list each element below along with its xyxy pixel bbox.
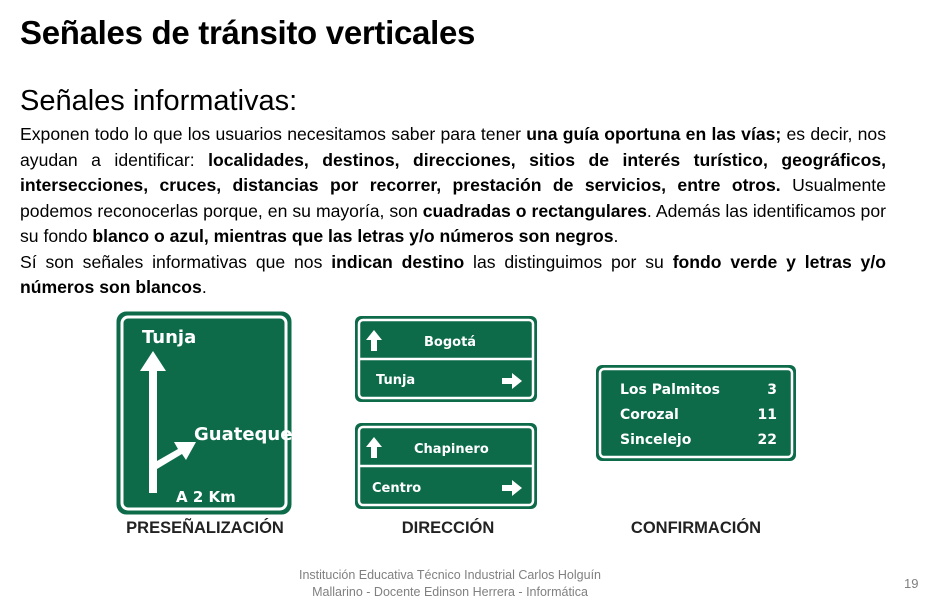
direccion-sign-2 — [354, 422, 538, 510]
paragraph1-run: una guía oportuna en las vías; — [526, 124, 782, 144]
body-text — [20, 122, 886, 301]
presenalizacion-distance: A 2 Km — [176, 488, 236, 506]
direccion-sign-1-top: Bogotá — [424, 335, 477, 350]
confirmacion-place-3: Sincelejo — [620, 432, 692, 448]
presenalizacion-top-destination: Tunja — [142, 327, 197, 348]
paragraph2-run: fondo verde y letras y/o números son blancos — [20, 251, 886, 297]
paragraph1-run: . Además las identificamos por su fondo — [20, 200, 886, 246]
footer-line-2: Mallarino - Docente Edinson Herrera - Informática — [312, 585, 588, 599]
footer — [270, 567, 630, 601]
presenalizacion-sign — [116, 311, 292, 515]
confirmacion-km-1: 3 — [767, 382, 777, 398]
confirmacion-sign — [595, 364, 797, 462]
confirmacion-place-2: Corozal — [620, 407, 679, 423]
confirmacion-km-2: 11 — [757, 407, 777, 423]
paragraph-1 — [20, 122, 886, 250]
paragraph-2 — [20, 250, 886, 301]
slide-subtitle: Señales informativas: — [20, 85, 298, 117]
confirmacion-label: CONFIRMACIÓN — [630, 519, 762, 537]
direccion-sign-2-bottom: Centro — [372, 481, 422, 496]
confirmacion-place-1: Los Palmitos — [620, 382, 720, 398]
slide-title: Señales de tránsito verticales — [20, 14, 476, 51]
paragraph2-run: Sí son señales informativas que nos — [20, 251, 332, 272]
paragraph2-run: las distinguimos por su — [464, 251, 673, 272]
paragraph1-run: Exponen todo lo que los usuarios necesitamos saber para tener — [20, 124, 527, 144]
footer-line-1: Institución Educativa Técnico Industrial Carlos Holguín — [298, 568, 601, 582]
confirmacion-km-3: 22 — [757, 432, 777, 448]
paragraph1-run: es decir, nos ayudan a identificar: — [20, 124, 886, 170]
paragraph1-run: Usualmente podemos reconocerlas porque, en su mayoría, son — [20, 175, 886, 221]
paragraph1-run: . — [613, 226, 619, 246]
paragraph2-run: indican destino — [331, 251, 465, 272]
paragraph1-run: blanco o azul, mientras que las letras y/o números son negros — [92, 226, 614, 246]
presenalizacion-label: PRESEÑALIZACIÓN — [126, 519, 284, 537]
paragraph1-run: localidades, destinos, direcciones, sitios de interés turístico, geográficos, intersecciones, cruces, distancias por recorrer, prestación de servicios, entre otros. — [20, 149, 887, 195]
page-number: 19 — [904, 576, 919, 591]
direccion-sign-2-top: Chapinero — [414, 442, 489, 457]
presenalizacion-side-destination: Guateque — [194, 424, 292, 445]
direccion-sign-1 — [354, 315, 538, 403]
paragraph2-run: . — [201, 277, 207, 297]
direccion-label: DIRECCIÓN — [401, 519, 495, 537]
direccion-sign-1-bottom: Tunja — [376, 373, 416, 388]
paragraph1-run: cuadradas o rectangulares — [422, 200, 647, 221]
